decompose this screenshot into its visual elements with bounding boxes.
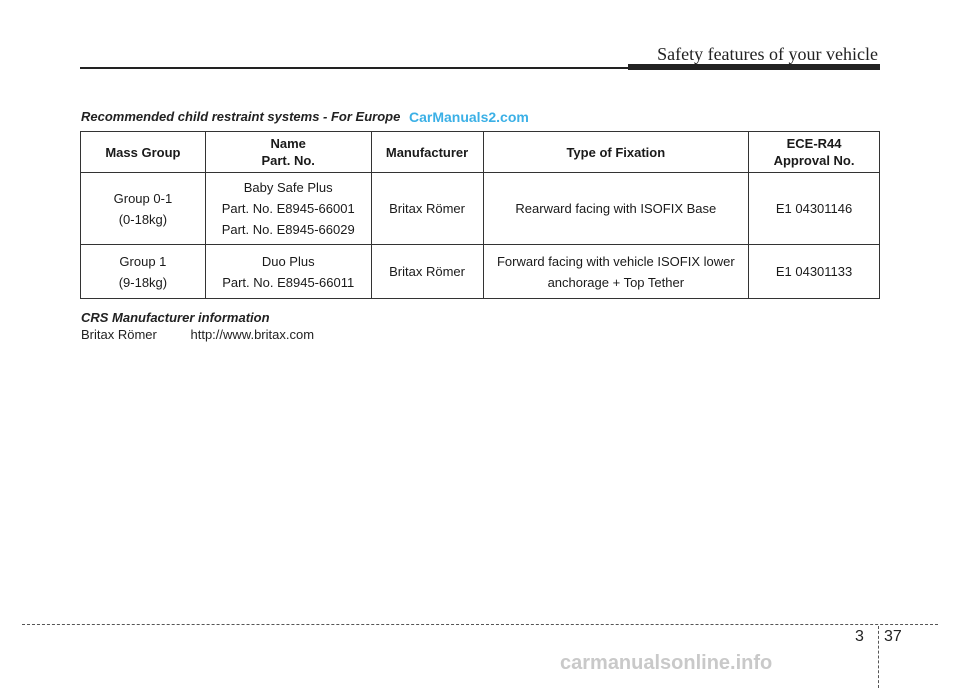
cell-name-line1: Duo Plus [261, 253, 315, 269]
table-row [81, 173, 880, 245]
table-header-row [81, 132, 880, 173]
table-row [81, 245, 880, 299]
page-number-divider [878, 626, 879, 688]
cell-name-line1: Baby Safe Plus [243, 180, 333, 195]
cell-fixation [483, 245, 749, 299]
cell-mass-group-line1: Group 1 [119, 253, 167, 269]
col-header-name-line2: Part. No. [261, 153, 315, 168]
watermark-bottom[interactable]: carmanualsonline.info [560, 652, 773, 674]
manufacturer-info-line [81, 327, 314, 342]
cell-mass-group [81, 245, 206, 299]
cell-manufacturer: Britax Römer [371, 245, 483, 299]
cell-fixation: Rearward facing with ISOFIX Base [483, 173, 749, 245]
cell-mass-group-line2: (0-18kg) [118, 211, 168, 227]
cell-approval: E1 04301133 [749, 245, 880, 299]
col-header-name-line1: Name [270, 136, 306, 151]
cell-name [205, 173, 371, 245]
cell-approval: E1 04301146 [749, 173, 880, 245]
cell-name [205, 245, 371, 299]
col-header-ece-line1: ECE-R44 [786, 136, 842, 151]
header-rule-accent [628, 64, 880, 70]
header-title: Safety features of your vehicle [657, 44, 878, 64]
page-number: 37 [884, 628, 902, 645]
cell-mass-group-line1: Group 0-1 [113, 190, 173, 206]
col-header-manufacturer: Manufacturer [371, 132, 483, 173]
cell-name-line3: Part. No. E8945-66029 [221, 222, 355, 237]
col-header-ece [749, 132, 880, 173]
watermark-top[interactable]: CarManuals2.com [409, 109, 529, 125]
footer-rule [22, 624, 938, 625]
cell-mass-group [81, 173, 206, 245]
cell-name-line2: Part. No. E8945-66011 [222, 274, 355, 290]
cell-name-line2: Part. No. E8945-66001 [221, 201, 355, 216]
manufacturer-name: Britax Römer [81, 327, 157, 342]
cell-fixation-line2: anchorage + Top Tether [547, 274, 685, 290]
manufacturer-info-title: CRS Manufacturer information [81, 310, 270, 325]
crs-table [80, 131, 880, 299]
cell-mass-group-line2: (9-18kg) [118, 274, 168, 290]
cell-fixation-line1: Forward facing with vehicle ISOFIX lower [496, 253, 735, 269]
page-chapter-number: 3 [855, 628, 864, 645]
col-header-fixation: Type of Fixation [483, 132, 749, 173]
col-header-mass-group: Mass Group [81, 132, 206, 173]
manufacturer-url-link[interactable]: http://www.britax.com [190, 327, 315, 342]
section-title: Recommended child restraint systems - For Europe [81, 109, 401, 124]
cell-manufacturer: Britax Römer [371, 173, 483, 245]
col-header-ece-line2: Approval No. [773, 153, 855, 168]
col-header-name [205, 132, 371, 173]
